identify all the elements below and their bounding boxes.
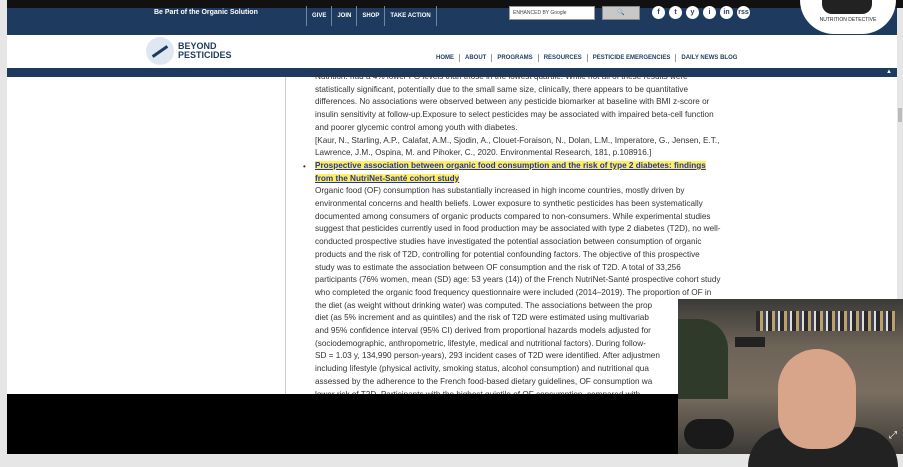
site-top-bar bbox=[7, 8, 903, 35]
citation-line: [Kaur, N., Starling, A.P., Calafat, A.M., Sjodin, A., Clouet-Foraison, N., Dolan, L.M., Imperatore, G., Jensen, E.T., bbox=[315, 135, 720, 145]
site-logo[interactable] bbox=[146, 37, 232, 65]
abstract-line: (sociodemographic, anthropometric, lifestyle, medical and nutritional factors). During follow- bbox=[315, 338, 646, 348]
logo-mark-icon bbox=[146, 37, 174, 65]
abstract-line: study was to estimate the association between OF consumption and the risk of T2D. A total of 33,256 bbox=[315, 262, 681, 272]
abstract-line: assessed by the adherence to the French food-based dietary guidelines, OF consumption wa bbox=[315, 376, 653, 386]
main-nav-about[interactable]: ABOUT bbox=[459, 54, 491, 62]
abstract-line: the diet (as weight without drinking water) was computed. The associations between the prop bbox=[315, 300, 653, 310]
video-bookshelf bbox=[756, 311, 896, 331]
main-nav-resources[interactable]: RESOURCES bbox=[538, 54, 587, 62]
nav-take-action[interactable]: TAKE ACTION bbox=[384, 6, 436, 26]
abstract-line: who completed the organic food frequency questionnaire were included (2014–2019). The proportion of OF in bbox=[315, 287, 712, 297]
main-nav-programs[interactable]: PROGRAMS bbox=[491, 54, 537, 62]
video-microphone bbox=[684, 419, 734, 449]
abstract-line: SD = 1.03 y, 134,990 person-years), 293 incident cases of T2D were identified. After adjustmen bbox=[315, 351, 660, 361]
article-line: and poorer glycemic control among youth with diabetes. bbox=[315, 122, 518, 132]
search-input[interactable]: ENHANCED BY Google bbox=[509, 6, 595, 20]
top-black-bar bbox=[7, 0, 903, 8]
video-clock bbox=[735, 337, 765, 347]
article-line: statistically significant, potentially due to the small same size, clinically, there appears to be quantitative bbox=[315, 84, 689, 94]
nav-join[interactable]: JOIN bbox=[331, 6, 356, 26]
abstract-line: conducted prospective studies have investigated the potential association between consumption of organic bbox=[315, 237, 702, 247]
main-nav-home[interactable]: HOME bbox=[436, 55, 454, 61]
nd-mark-icon bbox=[822, 0, 872, 14]
sidebar-divider bbox=[285, 77, 286, 394]
abstract-line: participants (76% women, mean (SD) age: 53 years (14)) of the French NutriNet-Santé prospective cohort study bbox=[315, 275, 721, 285]
video-plant bbox=[678, 319, 728, 399]
abstract-line: including lifestyle (physical activity, smoking status, alcohol consumption) and nutritional qua bbox=[315, 364, 649, 374]
main-nav-pesticide-emergencies[interactable]: PESTICIDE EMERGENCIES bbox=[587, 54, 676, 62]
logo-line-1: BEYOND bbox=[178, 41, 217, 51]
site-tagline[interactable]: Be Part of the Organic Solution bbox=[154, 9, 258, 16]
abstract-line: documented among consumers of organic products compared to non-consumers. While experimental studies bbox=[315, 211, 711, 221]
youtube-icon[interactable]: y bbox=[686, 6, 699, 19]
abstract-line: suggest that pesticides currently used in food production may be associated with type 2 diabetes (T2D), no well- bbox=[315, 224, 721, 234]
instagram-icon[interactable]: i bbox=[703, 6, 716, 19]
linkedin-icon[interactable]: in bbox=[720, 6, 733, 19]
scrollbar-thumb[interactable] bbox=[898, 108, 902, 122]
abstract-line: diet (as 5% increment and as quintiles) and the risk of T2D were estimated using multivariab bbox=[315, 313, 649, 323]
article-line: differences. No associations were observed between any pesticide biomarker at baseline with BMI z-score or bbox=[315, 97, 710, 107]
site-header bbox=[7, 35, 903, 68]
list-bullet-icon: • bbox=[303, 162, 306, 171]
abstract-line: environmental concerns and health beliefs. Lower exposure to synthetic pesticides has been systematically bbox=[315, 199, 703, 209]
search-button[interactable]: 🔍 bbox=[602, 6, 640, 20]
main-nav bbox=[431, 54, 742, 62]
citation-line: Lawrence, J.M., Ospina, M. and Pihoker, C., 2020. Environmental Research, 181, p.108916.] bbox=[315, 148, 652, 158]
abstract-line: Organic food (OF) consumption has substantially increased in high income countries, mostly driven by bbox=[315, 186, 685, 196]
social-links bbox=[652, 6, 750, 19]
twitter-icon[interactable]: t bbox=[669, 6, 682, 19]
nd-brand-text: NUTRITION DETECTIVE bbox=[819, 17, 877, 23]
presenter-video[interactable] bbox=[678, 299, 903, 454]
logo-line-2: PESTICIDES bbox=[178, 50, 232, 60]
top-nav bbox=[306, 6, 437, 26]
abstract-line: and 95% confidence interval (95% CI) derived from proportional hazards models adjusted for bbox=[315, 326, 651, 336]
study-link[interactable]: Prospective association between organic food consumption and the risk of type 2 diabetes: findings bbox=[315, 160, 706, 170]
expand-icon[interactable]: ⤢ bbox=[889, 430, 897, 441]
rss-icon[interactable]: rss bbox=[737, 6, 750, 19]
nav-give[interactable]: GIVE bbox=[306, 6, 331, 26]
facebook-icon[interactable]: f bbox=[652, 6, 665, 19]
scroll-up-icon[interactable]: ▲ bbox=[886, 69, 892, 75]
video-presenter-head bbox=[778, 349, 856, 449]
article-line: insulin sensitivity at follow-up.Exposure to select pesticides may be associated with impaired beta-cell function bbox=[315, 110, 714, 120]
logo-text bbox=[178, 42, 232, 60]
nav-shop[interactable]: SHOP bbox=[356, 6, 384, 26]
abstract-line: products and the risk of T2D, controlling for potential confounding factors. The objective of this prospective bbox=[315, 249, 700, 259]
study-link-continued[interactable]: from the NutriNet-Santé cohort study bbox=[315, 173, 460, 183]
main-nav-daily-news-blog[interactable]: DAILY NEWS BLOG bbox=[675, 54, 742, 62]
article-line: Nutrition: had a 4% lower FG levels than those in the lowest quartile. While not all of these results were bbox=[315, 72, 688, 81]
